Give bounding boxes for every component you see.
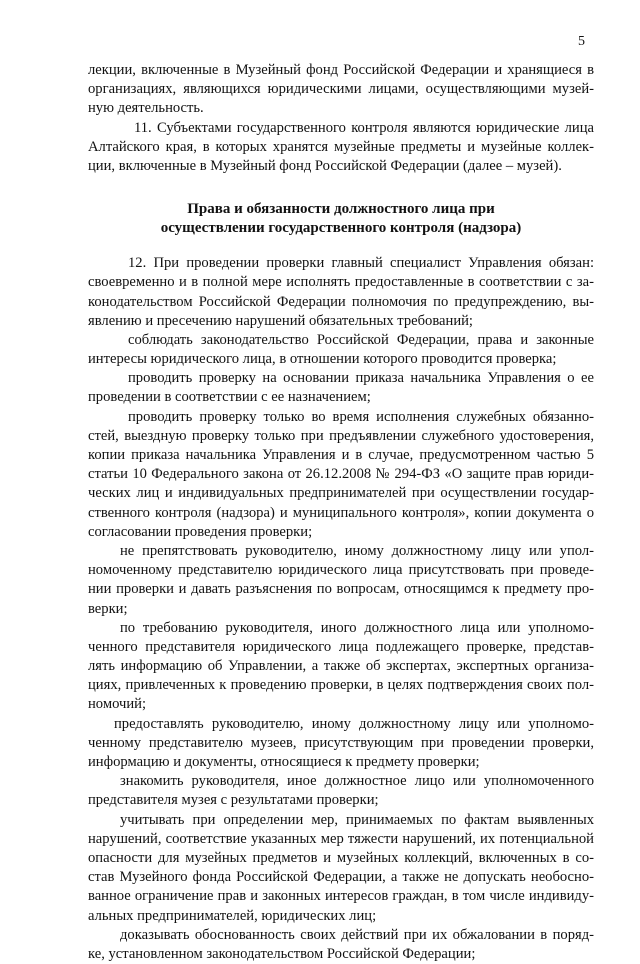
text-line: ную деятельность. <box>88 100 204 117</box>
text-line: не препятствовать руководителю, иному должностному лицу или упол- <box>120 542 594 559</box>
text-line: своевременно и в полной мере исполнять предоставленные в соответствии с за- <box>88 274 594 291</box>
text-line: по требованию руководителя, иного должностного лица или уполномо- <box>120 619 594 636</box>
document-body <box>88 61 594 964</box>
text-line: ственного контроля (надзора) и муниципального контроля», копии документа о <box>88 504 594 521</box>
paragraph-consider <box>88 811 594 926</box>
text-line: интересы юридического лица, в отношении которого проводится проверка; <box>88 351 557 368</box>
text-line: конодательством Российской Федерации полномочия по предупреждению, вы- <box>88 293 594 310</box>
text-line: нарушений, соответствие указанных мер тяжести нарушений, их потенциальной <box>88 830 594 847</box>
text-line: учитывать при определении мер, принимаемых по фактам выявленных <box>120 811 594 828</box>
section-heading <box>88 200 594 238</box>
text-line: проводить проверку только во время исполнения служебных обязанно- <box>128 408 594 425</box>
text-line: явлению и пресечению нарушений обязательных требований; <box>88 312 473 329</box>
text-line: став Музейного фонда Российской Федерации, а также не допускать необосно- <box>88 869 594 886</box>
text-line: нии проверки и давать разъяснения по вопросам, относящимся к предмету про- <box>88 581 594 598</box>
text-line: представителя музея с результатами проверки; <box>88 792 379 809</box>
paragraph-acquaint <box>88 772 594 810</box>
text-line: Алтайского края, в которых хранятся музейные предметы и музейные коллек- <box>88 138 594 155</box>
text-line: согласовании проведения проверки; <box>88 523 313 540</box>
text-line: верки; <box>88 600 128 617</box>
paragraph-request <box>88 619 594 715</box>
text-line: ченному представителю музеев, присутствующим при проведении проверки, <box>88 734 594 751</box>
text-line: ванное ограничение прав и законных интересов граждан, в том числе индивиду- <box>88 888 594 905</box>
text-line: лекции, включенные в Музейный фонд Российской Федерации и хранящиеся в <box>88 62 594 78</box>
text-line: ческих лиц и индивидуальных предпринимателей при осуществлении государ- <box>88 485 594 502</box>
paragraph-prove <box>88 926 594 964</box>
text-line: номоченному представителю юридического лица присутствовать при проведе- <box>88 562 594 579</box>
text-line: статьи 10 Федерального закона от 26.12.2008 № 294-ФЗ «О защите прав юриди- <box>88 466 594 483</box>
paragraph-11 <box>88 119 594 177</box>
text-line: опасности для музейных предметов и музейных коллекций, включенных в со- <box>88 849 594 866</box>
text-line: номочий; <box>88 696 146 713</box>
text-line: 12. При проведении проверки главный специалист Управления обязан: <box>128 255 594 272</box>
text-line: лять информацию об Управлении, а также об экспертах, экспертных организа- <box>88 658 594 675</box>
text-line: проведении в соответствии с ее назначением; <box>88 389 371 406</box>
paragraph-intro <box>88 61 594 119</box>
page-number: 5 <box>578 34 585 49</box>
paragraph-12 <box>88 254 594 331</box>
paragraph-provide <box>88 715 594 773</box>
text-line: копии приказа начальника Управления и в случае, предусмотренном частью 5 <box>88 447 594 463</box>
text-line: доказывать обоснованность своих действий при их обжаловании в поряд- <box>120 926 594 943</box>
text-line: предоставлять руководителю, иному должностному лицу или уполномо- <box>114 715 594 732</box>
paragraph-time <box>88 408 594 542</box>
heading-line: осуществлении государственного контроля (надзора) <box>160 220 522 237</box>
text-line: 11. Субъектами государственного контроля являются юридические лица <box>134 119 594 136</box>
text-line: информацию и документы, относящиеся к предмету проверки; <box>88 754 480 770</box>
text-line: знакомить руководителя, иное должностное лицо или уполномоченного <box>120 773 594 790</box>
text-line: организациях, являющихся юридическими лицами, осуществляющими музей- <box>88 81 594 98</box>
text-line: стей, выездную проверку только при предъявлении служебного удостоверения, <box>88 427 594 444</box>
text-line: ке, установленном законодательством Российской Федерации; <box>88 945 476 962</box>
paragraph-basis <box>88 369 594 407</box>
text-line: соблюдать законодательство Российской Федерации, права и законные <box>128 331 594 348</box>
paragraph-nohinder <box>88 542 594 619</box>
text-line: циях, привлеченных к проведению проверки, в целях подтверждения своих пол- <box>88 677 594 694</box>
text-line: проводить проверку на основании приказа начальника Управления о ее <box>128 370 594 387</box>
paragraph-comply <box>88 331 594 369</box>
text-line: ченного представителя юридического лица подлежащего проверке, представ- <box>88 638 594 655</box>
text-line: ции, включенные в Музейный фонд Российской Федерации (далее – музей). <box>88 157 562 174</box>
heading-line: Права и обязанности должностного лица при <box>187 201 495 218</box>
text-line: альных предпринимателей, юридических лиц; <box>88 907 377 924</box>
